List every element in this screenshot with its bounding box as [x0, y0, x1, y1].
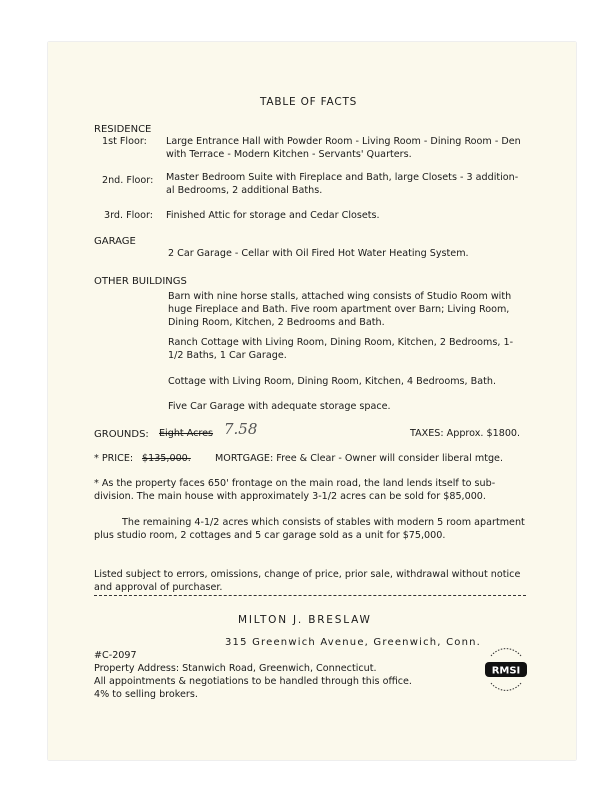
price-label: * PRICE:: [94, 453, 134, 464]
garage-text: 2 Car Garage - Cellar with Oil Fired Hot Water Heating System.: [168, 248, 469, 259]
commission-note: 4% to selling brokers.: [94, 689, 198, 700]
ranch-line-1: Ranch Cottage with Living Room, Dining Room, Kitchen, 2 Bedrooms, 1-: [168, 337, 514, 348]
note1-line-2: division. The main house with approximately 3-1/2 acres can be sold for $85,000.: [94, 491, 486, 502]
five-car-garage-text: Five Car Garage with adequate storage space.: [168, 401, 391, 412]
property-address: Property Address: Stanwich Road, Greenwich, Connecticut.: [94, 663, 377, 674]
barn-line-3: Dining Room, Kitchen, 2 Bedrooms and Bath.: [168, 317, 385, 328]
divider: [94, 595, 526, 596]
grounds-label: GROUNDS:: [94, 429, 149, 440]
price-struck: $135,000.: [142, 453, 191, 464]
floor-label-1: 1st Floor:: [102, 136, 147, 147]
broker-name: MILTON J. BRESLAW: [238, 614, 372, 626]
note2-line-1: The remaining 4-1/2 acres which consists of stables with modern 5 room apartment: [122, 517, 525, 528]
floor-text-1b: with Terrace - Modern Kitchen - Servants' Quarters.: [166, 149, 412, 160]
rmsi-logo-text: RMSI: [491, 665, 521, 677]
page-title: TABLE OF FACTS: [260, 96, 358, 108]
residence-heading: RESIDENCE: [94, 124, 152, 135]
cottage-text: Cottage with Living Room, Dining Room, Kitchen, 4 Bedrooms, Bath.: [168, 376, 496, 387]
disclaimer-line-2: and approval of purchaser.: [94, 582, 223, 593]
rmsi-logo: [481, 640, 531, 698]
note1-line-1: * As the property faces 650' frontage on the main road, the land lends itself to sub-: [94, 478, 496, 489]
taxes-text: TAXES: Approx. $1800.: [410, 428, 521, 439]
other-buildings-heading: OTHER BUILDINGS: [94, 276, 187, 287]
grounds-handwritten-acres: 7.58: [224, 420, 258, 438]
ranch-line-2: 1/2 Baths, 1 Car Garage.: [168, 350, 287, 361]
mortgage-text: MORTGAGE: Free & Clear - Owner will consider liberal mtge.: [215, 453, 504, 464]
floor-text-3: Finished Attic for storage and Cedar Closets.: [166, 210, 380, 221]
barn-line-2: huge Fireplace and Bath. Five room apartment over Barn; Living Room,: [168, 304, 510, 315]
floor-text-2a: Master Bedroom Suite with Fireplace and Bath, large Closets - 3 addition-: [166, 172, 519, 183]
grounds-struck-acres: Eight Acres: [159, 428, 214, 439]
floor-text-1a: Large Entrance Hall with Powder Room - Living Room - Dining Room - Den: [166, 136, 521, 147]
garage-heading: GARAGE: [94, 236, 136, 247]
floor-text-2b: al Bedrooms, 2 additional Baths.: [166, 185, 323, 196]
barn-line-1: Barn with nine horse stalls, attached wing consists of Studio Room with: [168, 291, 512, 302]
appointments-note: All appointments & negotiations to be handled through this office.: [94, 676, 412, 687]
broker-address: 315 Greenwich Avenue, Greenwich, Conn.: [225, 637, 482, 648]
disclaimer-line-1: Listed subject to errors, omissions, change of price, prior sale, withdrawal without notice: [94, 569, 521, 580]
floor-label-3: 3rd. Floor:: [104, 210, 153, 221]
note2-line-2: plus studio room, 2 cottages and 5 car garage sold as a unit for $75,000.: [94, 530, 446, 541]
listing-number: #C-2097: [94, 650, 137, 661]
floor-label-2: 2nd. Floor:: [102, 175, 154, 186]
